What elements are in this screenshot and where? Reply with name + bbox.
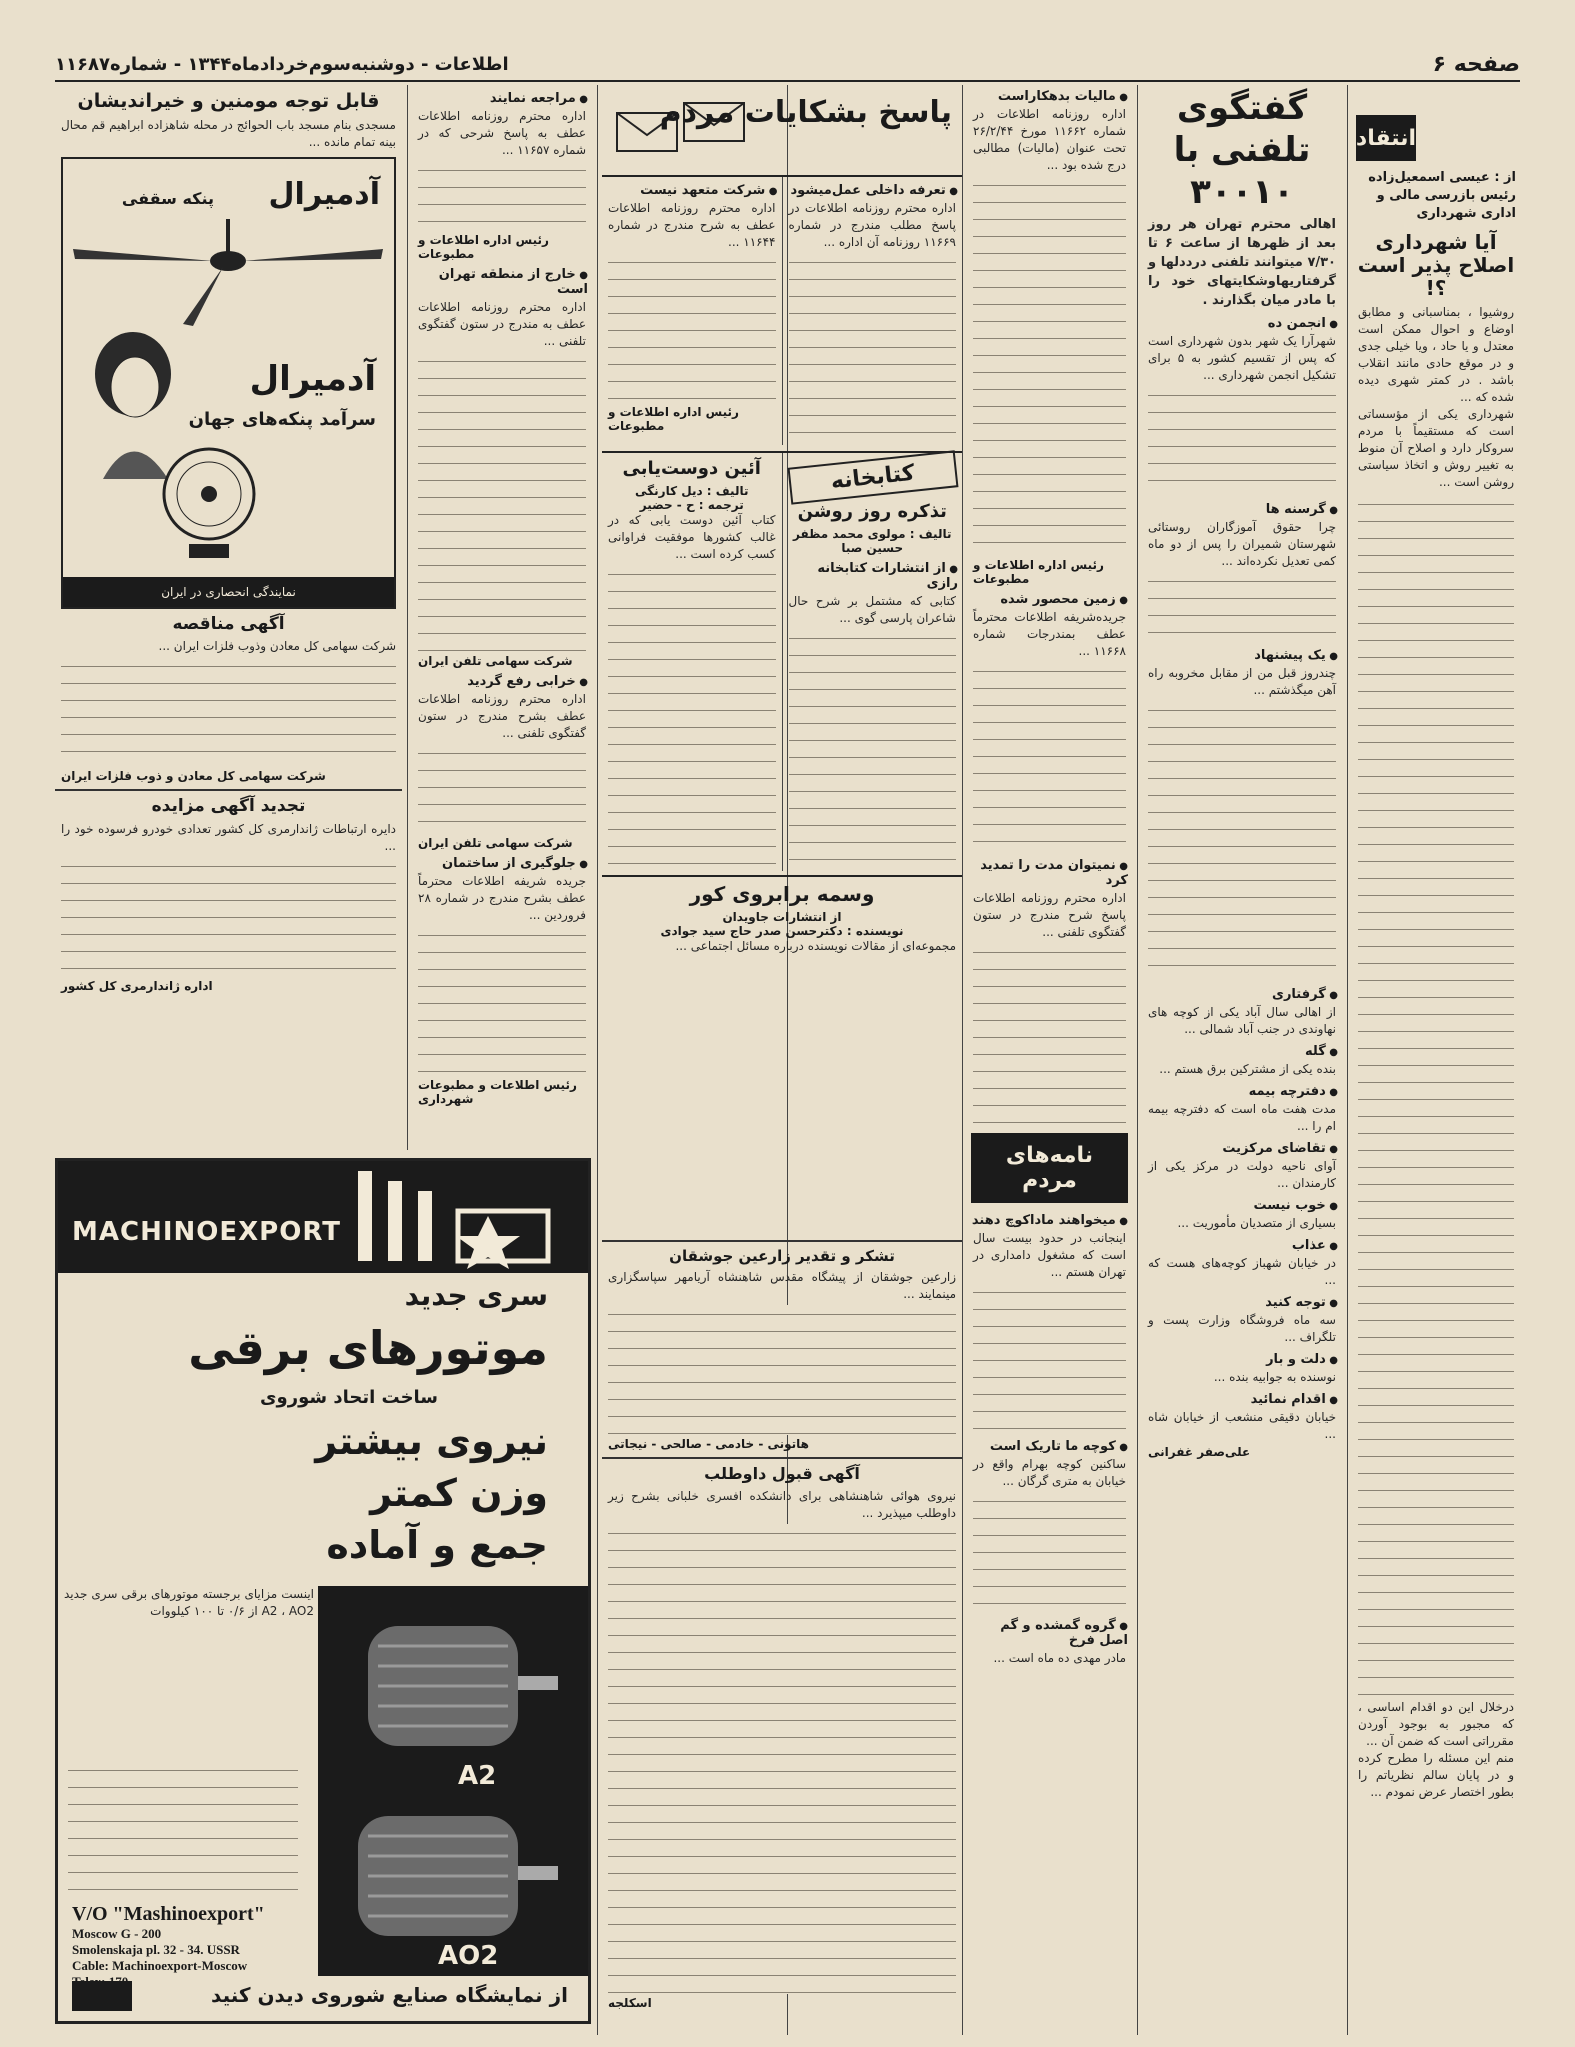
library-left (602, 453, 783, 871)
article-body: شهرداری یکی از مؤسساتی است که مستقیماً با مردم سروکار دارد و اصلاح آن منوط به تغییر روش و اتخاذ سیاستی روشن است ... (1358, 407, 1514, 489)
book-body: کتاب آئین دوست یابی که در غالب کشورها موفقیت فراوانی کسب کرده است ... (608, 512, 776, 561)
body-lines (61, 657, 396, 767)
thanks-body: زارعین جوشقان از پیشگاه مقدس شاهنشاه آریامهر سپاسگزاری مینمایند ... (608, 1270, 956, 1302)
ad-expo: از نمایشگاه صنایع شوروی دیدن کنید (211, 1983, 568, 2007)
item-title: ● دفترچه بیمه (1146, 1084, 1338, 1099)
book-title: آئین دوست‌یابی (622, 458, 761, 479)
book-translator: ترجمه : ح - حضیر (639, 497, 744, 512)
auction-signature: اداره ژاندارمری کل کشور (61, 978, 213, 993)
article-title: ● خرابی رفع گردید (416, 674, 588, 689)
body-lines (973, 662, 1126, 852)
thanks-title: تشکر و تقدیر زارعین جوشقان (669, 1247, 895, 1265)
phone-items (1142, 316, 1342, 1443)
article-body: درخلال این دو اقدام اساسی ، که مجبور به بوجود آوردن مقرراتی است که ضمن آن ... (1358, 1700, 1514, 1748)
column-rule (962, 85, 963, 2035)
body-lines (418, 926, 586, 1076)
complaints-right (783, 177, 963, 445)
body-lines (418, 744, 586, 834)
article-body: اداره محترم روزنامه اطلاعات در پاسخ مطلب مندرج در شماره ۱۱۶۶۹ روزنامه آن اداره ... (788, 201, 956, 249)
item-title: ● یک پیشنهاد (1146, 648, 1338, 663)
fan-slogan: سرآمد پنکه‌های جهان (188, 408, 376, 430)
article-body: ساکنین کوچه بهرام واقع در خیابان به متری گرگان ... (973, 1457, 1126, 1488)
article-title: ● میخواهند ماداکوچ دهند (971, 1213, 1128, 1228)
item-title: ● عذاب (1146, 1238, 1338, 1253)
article-body: اداره محترم روزنامه اطلاعات عطف به پاسخ شرحی که در شماره ۱۱۶۵۷ ... (418, 109, 586, 157)
motor-photo-panel (318, 1586, 588, 1976)
fan-ad (61, 157, 396, 609)
item-body: از اهالی سال آباد یکی از کوچه های نهاوندی در جنب آباد شمالی ... (1148, 1005, 1336, 1036)
signature: رئیس اداره اطلاعات و مطبوعات (608, 405, 739, 433)
body-lines (61, 857, 396, 977)
article-body: اداره محترم روزنامه اطلاعات پاسخ شرح مندرج در ستون گفتگوی تلفنی ... (973, 891, 1126, 939)
complaints-left (602, 177, 783, 445)
article-title: ● نمیتوان مدت را تمدید کرد (971, 858, 1128, 888)
article-body: جریده‌شریفه اطلاعات محترماً عطف بمندرجات شماره ۱۱۶۶۸ ... (973, 610, 1126, 658)
item-body: مدت هفت ماه است که دفترچه بیمه ام را ... (1148, 1102, 1336, 1133)
ad-line-3: جمع و آماده (326, 1523, 548, 1567)
ad-line-1: نیروی بیشتر (315, 1419, 548, 1463)
book-title: وسمه برابروی کور (689, 881, 875, 906)
body-lines (1148, 572, 1336, 642)
column-3 (967, 85, 1132, 2035)
body-lines (1148, 386, 1336, 496)
auction-title: تجدید آگهی مزایده (151, 796, 306, 817)
phone-intro: اهالی محترم تهران هر روز بعد از ظهرها از ساعت ۶ تا ۷/۳۰ میتوانند تلفنی دردد‌لها و گرفتاریهاوشکایتهای خود را با مادر میان بگذارند . (1148, 217, 1336, 308)
item-title: ● گله (1146, 1044, 1338, 1059)
column-5 (412, 85, 592, 1235)
body-lines (418, 352, 586, 652)
article-title: ● تعرفه داخلی عمل‌میشود (787, 183, 959, 198)
ad-brand: MACHINOEXPORT (72, 1217, 341, 1247)
recruit-body: نیروی هوائی شاهنشاهی برای دانشکده افسری خلبانی بشرح زیر داوطلب میپذیرد ... (608, 1488, 956, 1520)
headline: آیا شهرداری اصلاح پذیر است ؟! (1357, 230, 1515, 300)
dateline: اطلاعات - دوشنبه‌سوم‌خردادماه۱۳۴۴ - شماره۱۱۶۸۷ (55, 54, 509, 75)
article-body: جریده شریفه اطلاعات محترماً عطف بشرح مندرج در شماره ۲۸ فروردین ... (418, 874, 586, 922)
body-lines (789, 253, 957, 443)
fan-type: پنکه سقفی (121, 188, 214, 208)
book-body: مجموعه‌ای از مقالات نویسنده درباره مسائل اجتماعی ... (675, 938, 956, 953)
desk-fan-icon (154, 444, 264, 564)
tender-title: آگهی مناقصه (172, 613, 285, 634)
article-title: ● جلوگیری از ساختمان (416, 856, 588, 871)
signature: رئیس اداره اطلاعات و مطبوعات (418, 233, 549, 261)
body-lines (973, 943, 1126, 1123)
divider (602, 1457, 962, 1459)
article-title: ● خارج از منطقه تهران است (416, 267, 588, 297)
body-lines (1148, 701, 1336, 981)
article-title: ● مالیات بدهکاراست (971, 89, 1128, 104)
library-section (602, 451, 962, 871)
complaints-banner (602, 85, 962, 177)
library-banner: کتابخانه (787, 450, 957, 504)
article-body: اداره محترم روزنامه اطلاعات عطف بشرح مندرج در ستون گفتگوی تلفنی ... (418, 692, 586, 740)
machinoexport-ad (55, 1158, 591, 2024)
item-body: سه ماه فروشگاه وزارت پست و تلگراف ... (1148, 1313, 1336, 1344)
machinoexport-logo (72, 1981, 132, 2011)
item-title: ● گرفتاری (1146, 987, 1338, 1002)
page-header (55, 52, 1520, 82)
signature: رئیس اطلاعات و مطبوعات شهرداری (418, 1078, 577, 1106)
article-body: اداره محترم روزنامه اطلاعات عطف به مندرج در ستون گفتگوی تلفنی ... (418, 300, 586, 348)
body-lines (973, 1492, 1126, 1612)
section-logo (1356, 115, 1516, 161)
item-title: ● انجمن ده (1146, 316, 1338, 331)
ad-address-3: Cable: Machinoexport-Moscow (72, 1958, 248, 1973)
ad-series: سری جدید (404, 1279, 548, 1312)
book-publisher: ● از انتشارات کتابخانه رازی (787, 561, 959, 591)
item-body: نوسنده به جوابیه بنده ... (1213, 1370, 1336, 1384)
item-body: شهرآرا یک شهر بدون شهرداری است که پس از تقسیم کشور به ۵ برای تشکیل انجمن شهرداری ... (1148, 334, 1336, 382)
letters-banner: نامه‌های مردم (971, 1133, 1128, 1203)
ad-spec: اینست مزایای برجسته موتورهای برقی سری جدید A2 ، AO2 از ۰/۶ تا ۱۰۰ کیلووات (64, 1587, 314, 1618)
body-lines (68, 1761, 298, 1891)
factory-icon (338, 1161, 558, 1271)
body-lines (973, 176, 1126, 556)
tender-signature: شرکت سهامی کل معادن و ذوب فلزات ایران (61, 769, 326, 784)
article-body: مادر مهدی ده ماه است ... (993, 1651, 1126, 1665)
ad-contact-block (72, 1903, 265, 1990)
ceiling-fan-icon (63, 219, 393, 329)
body-lines (973, 1283, 1126, 1433)
body-lines (608, 253, 776, 403)
notice-title: قابل توجه مومنین و خیراندیشان (77, 90, 380, 112)
fan-dealer: نمایندگی انحصاری در ایران (63, 577, 394, 607)
recruit-signature: اسکلجه (608, 1995, 652, 2010)
signoff: علی‌صفر غفرانی (1148, 1445, 1251, 1459)
thanks-signature: هاتونی - خادمی - صالحی - نیجاتی (608, 1437, 809, 1452)
fan-brand-main: آدمیرال (249, 358, 376, 399)
book-author: نویسنده : دکترحسن صدر حاج سید جوادی (660, 923, 904, 938)
body-lines (418, 161, 586, 231)
notice-body: مسجدی بنام مسجد باب الحوائج در محله شاهزاده ابراهیم قم محال بینه تمام مانده ... (61, 117, 396, 149)
item-title: ● اقدام نمائید (1146, 1392, 1338, 1407)
item-title: ● دلت و بار (1146, 1352, 1338, 1367)
signature: شرکت سهامی تلفن ایران (418, 836, 573, 850)
item-body: بنده یکی از مشترکین برق هستم ... (1159, 1062, 1336, 1076)
article-body-lines (1358, 495, 1514, 1695)
fan-brand-top: آدمیرال (268, 176, 380, 212)
recruit-title: آگهی قبول داوطلب (704, 1464, 860, 1484)
tender-body: شرکت سهامی کل معادن وذوب فلزات ایران ... (158, 639, 396, 654)
tag-ao2: AO2 (438, 1941, 499, 1971)
logo-entegad: انتقاد (1356, 115, 1416, 161)
body-lines (608, 1524, 956, 1994)
body-lines (789, 629, 957, 869)
item-body: خیابان دقیقی منشعب از خیابان شاه ... (1148, 1410, 1336, 1441)
item-title: ● تقاضای مرکزیت (1146, 1141, 1338, 1156)
library-right (783, 453, 963, 871)
article-body: روشیوا ، بمناسبانی و مطابق اوضاع و احوال ممکن است معتدل و یا حاد ، ویا خیلی جدی و در موقع حادی مانند انقلاب باشد . در کمتر شهری دیده شده که ... (1358, 305, 1514, 404)
phone-banner: گفتگوی تلفنی با ۳۰۰۱۰ (1173, 88, 1311, 212)
book-author: تالیف : مولوی محمد مظفر حسین صبا (793, 526, 952, 555)
book-publisher: از انتشارات جاویدان (722, 909, 842, 924)
item-title: ● گرسنه ها (1146, 502, 1338, 517)
article-body: اداره روزنامه اطلاعات در شماره ۱۱۶۶۲ مورخ ۲۶/۲/۴۴ تحت عنوان (مالیات) مطالبی درج شده بود ... (973, 107, 1127, 172)
complaints-title: پاسخ بشکایات مردم (659, 95, 952, 130)
signature: شرکت سهامی تلفن ایران (418, 654, 573, 668)
ad-line-2: وزن کمتر (370, 1471, 548, 1515)
item-title: ● خوب نیست (1146, 1198, 1338, 1213)
article-title: ● زمین محصور شده (971, 592, 1128, 607)
item-body: چندروز قبل من از مقابل مخروبه راه آهن میگذشتم ... (1148, 666, 1336, 697)
column-4 (602, 85, 962, 1165)
ad-address-1: Moscow G - 200 (72, 1926, 162, 1941)
item-title: ● توجه کنید (1146, 1295, 1338, 1310)
ad-made: ساخت اتحاد شوروی (260, 1387, 438, 1408)
article-title: ● شرکت متعهد نیست (606, 183, 778, 198)
article-title: ● مراجعه نمایند (416, 91, 588, 106)
article-body: اداره محترم روزنامه اطلاعات عطف به شرح مندرج در شماره ۱۱۶۴۴ ... (608, 201, 776, 249)
column-2 (1142, 85, 1342, 2035)
complaints-columns (602, 177, 962, 445)
item-body: چرا حقوق آموزگاران روستائی شهرستان شمیران را پس از دو ماه کمی تعدیل نکرده‌اند ... (1148, 520, 1336, 568)
article-title: ● گروه گمشده و گم اصل فرخ (971, 1618, 1128, 1648)
tag-a2: A2 (458, 1761, 497, 1791)
ad-product: موتورهای برقی (188, 1321, 548, 1375)
book-body: کتابی که مشتمل بر شرح حال شاعران پارسی گوی ... (788, 593, 956, 625)
article-title: ● کوچه ما تاریک است (971, 1439, 1128, 1454)
column-rule (597, 85, 598, 2035)
item-body: آوای ناحیه دولت در مرکز یکی از کارمندان ... (1148, 1159, 1336, 1190)
ad-header-band (58, 1161, 588, 1273)
column-rule (407, 85, 408, 1150)
signature: رئیس اداره اطلاعات و مطبوعات (973, 558, 1104, 586)
article-body: منم این مسئله را مطرح کرده و در پایان سالم نظریاتم را بطور اختصار عرض نمودم ... (1358, 1751, 1514, 1799)
item-body: در خیابان شهباز کوچه‌های هست که ... (1148, 1256, 1336, 1287)
divider (602, 1240, 962, 1242)
electric-motor-icon (318, 1586, 588, 1976)
auction-body: دایره ارتباطات ژاندارمری کل کشور تعدادی خودرو فرسوده خود را ... (61, 821, 396, 853)
column-rule (1137, 85, 1138, 2035)
body-lines (608, 565, 776, 865)
page-number: صفحه ۶ (1432, 52, 1520, 77)
article-body: اینجانب در حدود بیست سال است که مشغول دامداری در تهران هستم ... (973, 1231, 1126, 1279)
column-rule (1347, 85, 1348, 2035)
column-6 (55, 85, 402, 1145)
ad-contact: V/O "Mashinoexport" (72, 1903, 265, 1925)
byline: از : عیسی اسمعیل‌زاده رئیس بازرسی مالی و اداری شهرداری (1368, 170, 1516, 221)
book3 (602, 875, 962, 955)
column-1 (1352, 85, 1520, 2035)
ad-address-2: Smolenskaja pl. 32 - 34. USSR (72, 1942, 240, 1957)
bottom-center (602, 1240, 962, 2040)
book-author: تالیف : دیل کارنگی (635, 483, 749, 498)
divider (55, 789, 402, 791)
body-lines (608, 1305, 956, 1435)
book-title: تذکره روز روشن (797, 501, 947, 522)
item-body: بسیاری از متصدیان مأموریت ... (1177, 1216, 1336, 1230)
